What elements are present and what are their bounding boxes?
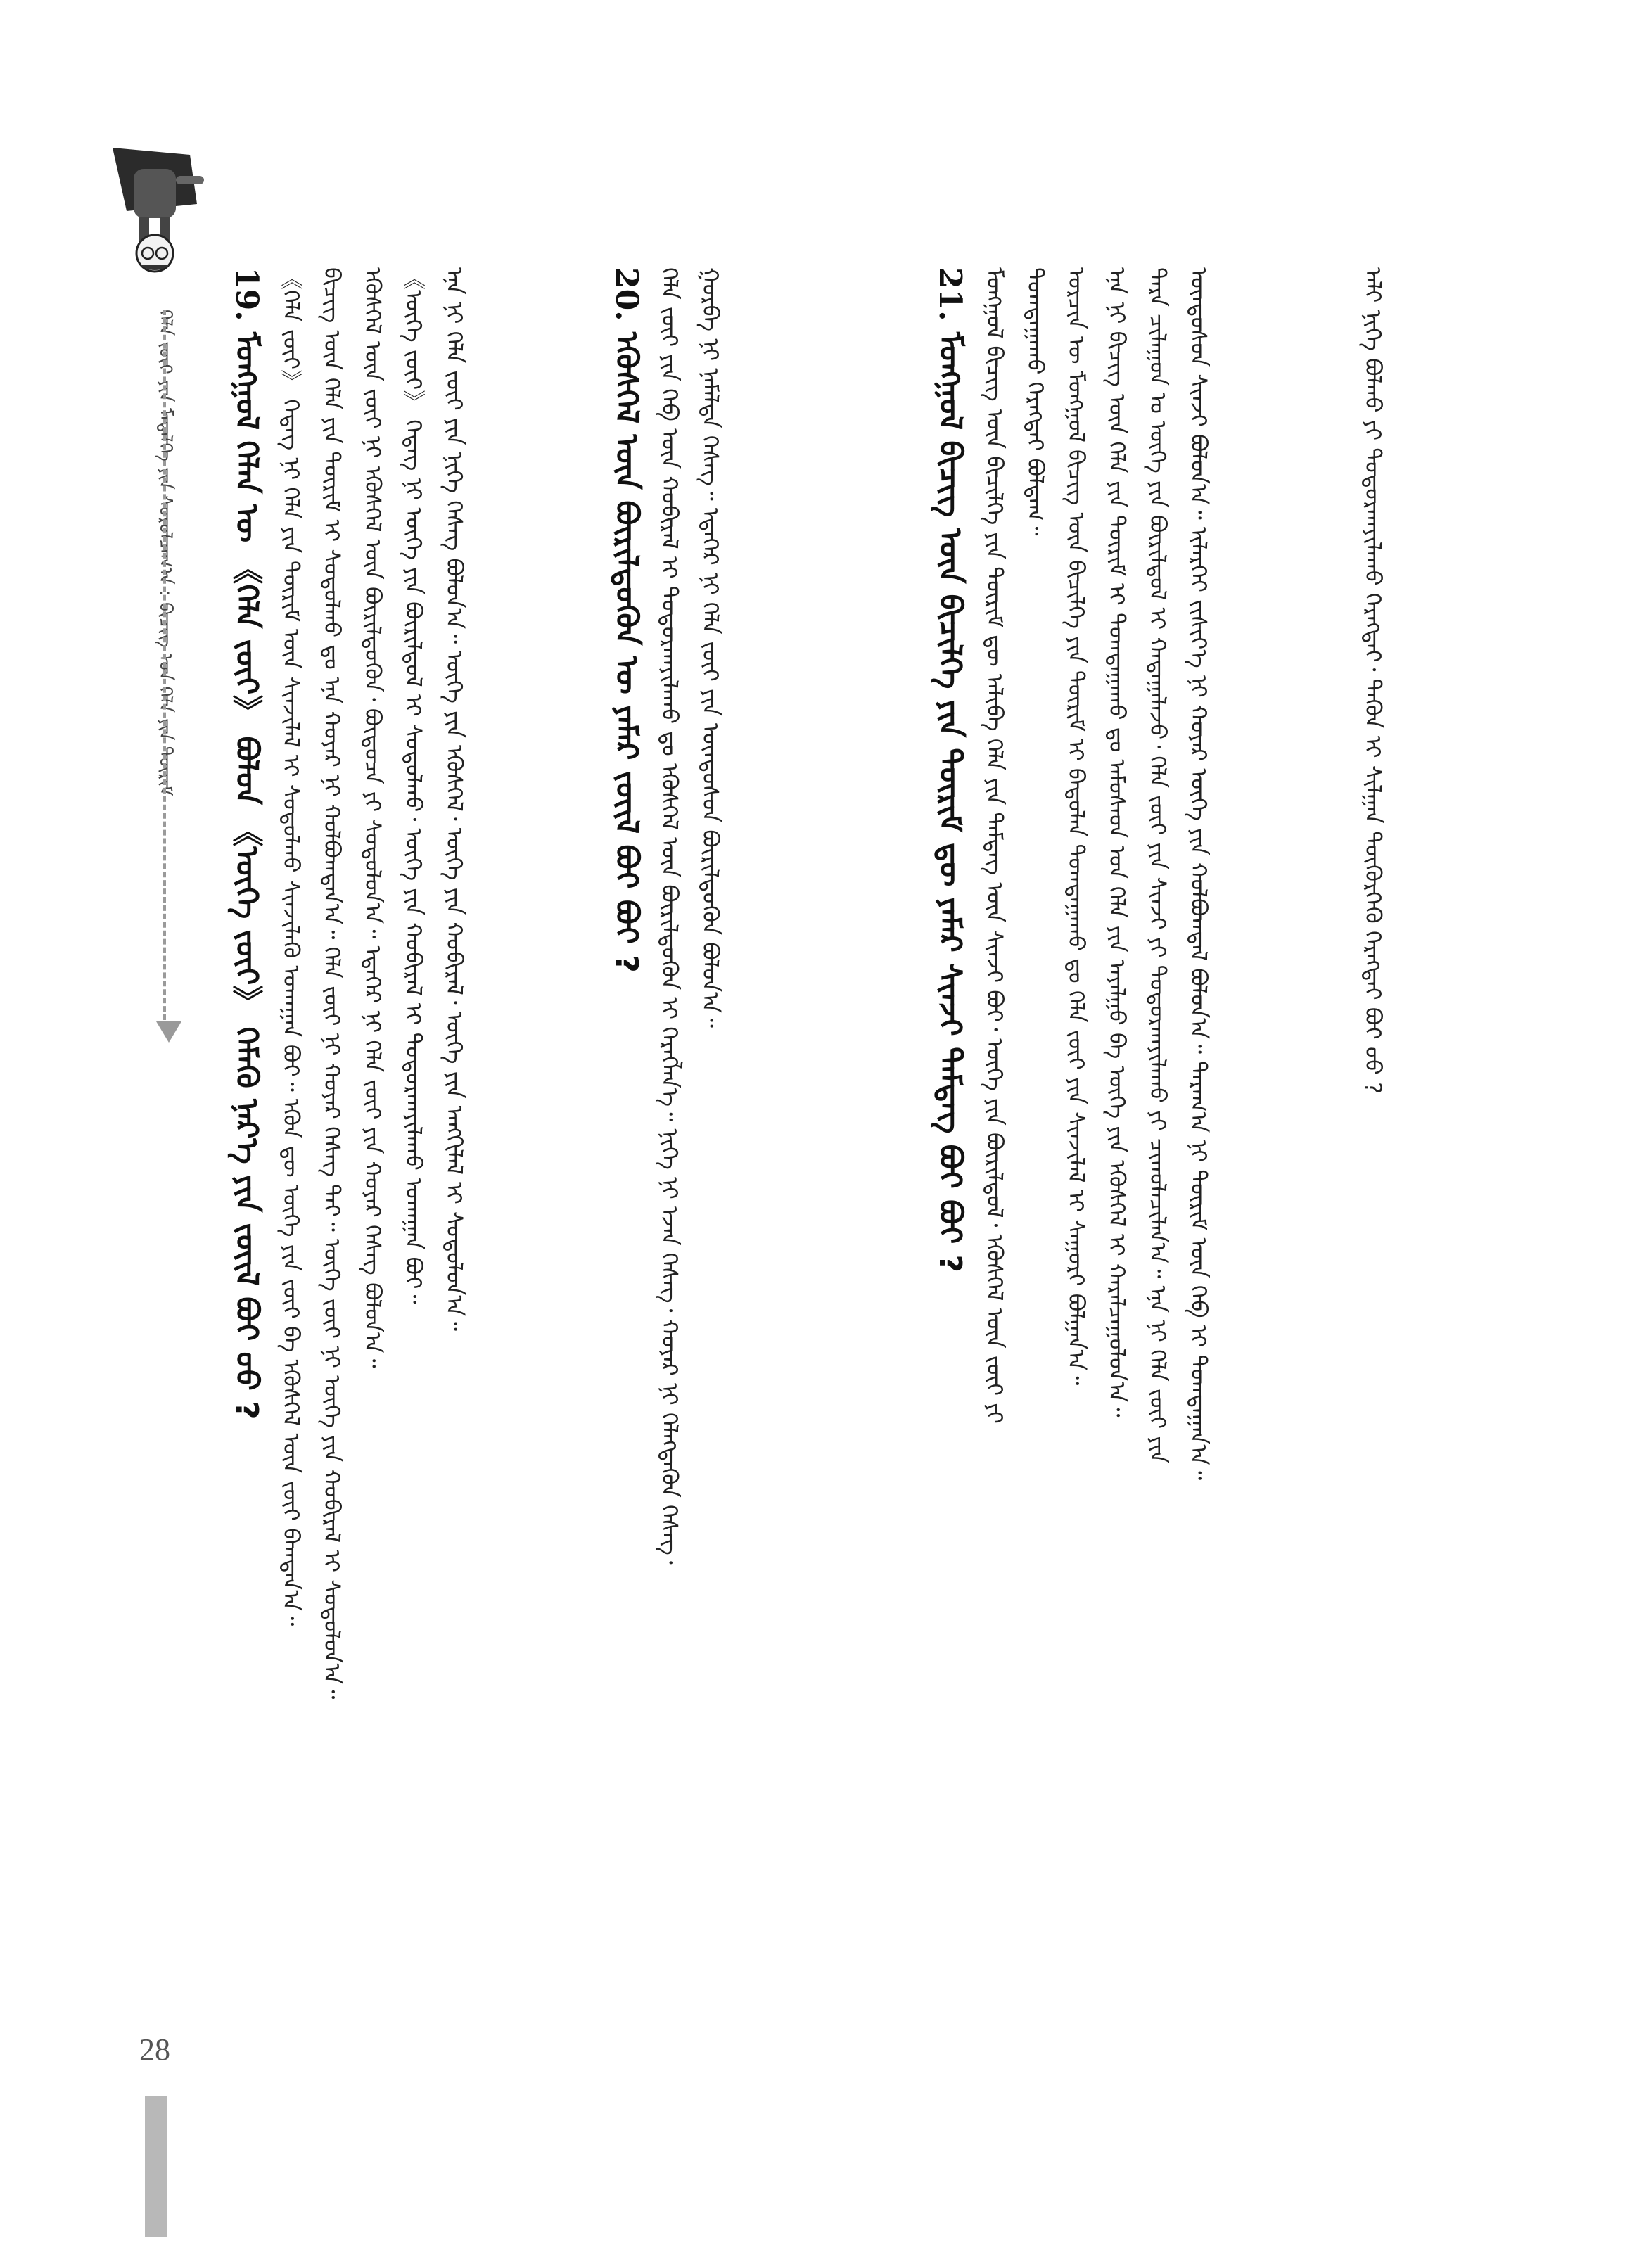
answer-line: ᠭᠤᠷᠪᠠ ᠨᠢ ᠨᠡᠮᠡᠯᠲᠡ ᠬᠡᠰᠡᠭ᠃ ᠡᠳᠡᠭᠡᠷ ᠨᠢ ᠬᠡᠯᠡ ᠵᠦᠢ ᠶᠢᠨ ᠦᠨᠳᠦᠰᠦᠨ ᠪᠦᠷᠢᠯᠳᠦᠭᠦᠨ ᠪᠣᠯᠤᠨ᠎ᠠ᠃ [697,267,724,1028]
answer-line: ᠣᠷᠴᠢᠨ ᠦ ᠮᠣᠩᠭᠣᠯ ᠪᠢᠴᠢᠭ᠌ ᠦᠨ ᠪᠢᠴᠢᠯᠭᠡ ᠶᠢᠨ ᠳᠦᠷᠢᠮ ᠢ ᠪᠠᠳᠤᠯᠠᠨ ᠲᠣᠭᠲᠠᠭᠠᠬᠤ ᠳᠤ ᠬᠡᠯᠡ ᠵᠦᠢ ᠶᠢᠨ ᠰᠢᠨᠵᠢᠯᠡᠯ ᠢ ᠰᠠᠭᠤᠷᠢ ᠪᠣᠯᠭᠠᠨ᠎ᠠ᠃ [1063,267,1090,1386]
question-text: ᠡᠭᠦᠰᠬᠡᠯ ᠦᠨ ᠪᠦᠷᠢᠯᠳᠦᠭᠦᠨ ᠦ ᠶᠠᠮᠠᠷ ᠵᠦᠢᠯ ᠪᠤᠢ ᠪᠤᠢ ? [608,331,644,973]
question-text: ᠮᠣᠩᠭᠣᠯ ᠪᠢᠴᠢᠭ᠌ ᠦᠨ ᠪᠢᠴᠢᠯᠭᠡ ᠶᠢᠨ ᠳᠦᠷᠢᠮ ᠳᠦ ᠶᠠᠮᠠᠷ ᠰᠢᠨᠵᠢ ᠲᠡᠮᠳᠡᠭ ᠪᠤᠢ ᠪᠤᠢ ? [932,331,968,1273]
page-edge-bar [145,2096,167,2237]
question-21 [930,267,969,1885]
answer-line: 《ᠬᠡᠯᠡ ᠵᠦᠢ》 ᠭᠡᠳᠡᠭ ᠨᠢ ᠬᠡᠯᠡ ᠶᠢᠨ ᠳᠦᠷᠢᠮ ᠦᠨ ᠰᠢᠨᠵᠢᠯᠡᠯ ᠢ ᠰᠤᠳᠤᠯᠬᠤ ᠰᠢᠨᠵᠢᠯᠡᠬᠦ ᠤᠬᠠᠭᠠᠨ ᠪᠤᠢ᠃ ᠡᠭᠦᠨ ᠳᠦ ᠦᠭᠡ ᠶᠢᠨ ᠵᠦᠢ ᠪᠠ ᠡᠭᠦᠰᠬᠡᠯ ᠦᠨ ᠵᠦᠢ ᠪᠠᠭᠳᠠᠨ᠎ᠠ᠃ [278,267,305,1626]
question-20 [606,267,646,1885]
answer-line: ᠲᠡᠷᠡ ᠴᠢᠯᠠᠭᠤᠨ ᠤ ᠦᠭᠡ ᠶᠢᠨ ᠪᠦᠷᠢᠯᠳᠦᠯ ᠢ ᠬᠠᠳᠠᠭᠠᠯᠠᠵᠤ᠂ ᠬᠡᠯᠡ ᠵᠦᠢ ᠶᠢᠨ ᠰᠢᠨᠵᠢ ᠶᠢ ᠲᠣᠳᠣᠷᠬᠠᠶᠢᠯᠠᠬᠤ ᠶᠢ ᠴᠢᠬᠤᠯᠠᠴᠢᠯᠠᠨ᠎ᠠ᠃ ᠡᠨᠡ ᠨᠢ ᠬᠡᠯᠡ ᠵᠦᠢ ᠶᠢᠨ [1145,267,1171,1464]
running-header: ᠬᠡᠯᠡ ᠵᠦᠢ ᠶᠢᠨ ᠮᠡᠳᠡᠯᠭᠡ ᠶᠢᠨ ᠰᠤᠷᠤᠯᠴᠠᠭ᠎ᠠ : ᠪᠢᠴᠢᠭ᠌ ᠤᠨ ᠬᠡᠯᠡ ᠶᠢᠨ ᠳᠦᠷᠢᠮ [155,310,176,796]
page-number: 28 [139,2032,170,2067]
question-number: 21. [932,267,968,321]
triangle-down-icon [156,1021,181,1043]
answer-line: ᠲᠣᠭᠲᠠᠭᠠᠬᠤ ᠬᠡᠷᠡᠭᠲᠡᠢ ᠪᠣᠯᠳᠠᠭ᠃ [1022,267,1049,536]
question-number: 20. [608,267,644,321]
flying-scholar-mascot-icon [84,127,225,281]
answer-line: ᠪᠢᠴᠢᠭ᠌ ᠦᠨ ᠬᠡᠯᠡ ᠶᠢᠨ ᠳᠦᠷᠢᠮ ᠢ ᠰᠤᠳᠤᠯᠬᠤ ᠳᠤ ᠡᠨᠡ ᠬᠣᠶᠠᠷ ᠨᠢ ᠬᠣᠯᠪᠣᠭᠳᠠᠨ᠎ᠠ᠃ ᠬᠡᠯᠡ ᠵᠦᠢ ᠨᠢ ᠬᠣᠶᠠᠷ ᠬᠡᠰᠡᠭ ᠲᠡᠢ᠃ ᠦᠭᠡ ᠵᠦᠢ ᠨᠢ ᠦᠭᠡ ᠶᠢᠨ ᠬᠤᠪᠢᠷᠠᠯ ᠢ ᠰᠤᠳᠤᠯᠤᠨ᠎ᠠ᠃ [319,267,345,1700]
intro-line: ᠠᠯᠢ ᠨᠢᠭᠡ ᠪᠣᠯᠬᠤ ᠶᠢ ᠲᠣᠳᠣᠷᠬᠠᠶᠢᠯᠠᠬᠤ ᠬᠡᠷᠡᠭᠲᠡᠢ᠂ ᠲᠡᠭᠦᠨ ᠢ ᠰᠢᠯᠭᠠᠨ ᠳᠦᠭᠦᠷᠭᠡᠬᠦ ᠬᠡᠷᠡᠭᠲᠡᠢ ᠪᠤᠢ ᠦᠦ ? [1360,267,1387,1095]
answer-line: 《ᠦᠭᠡ ᠵᠦᠢ》 ᠭᠡᠳᠡᠭ ᠨᠢ ᠦᠭᠡ ᠶᠢᠨ ᠪᠦᠷᠢᠯᠳᠦᠯ ᠢ ᠰᠤᠳᠤᠯᠬᠤ᠂ ᠦᠭᠡ ᠶᠢᠨ ᠬᠤᠪᠢᠷᠠᠯ ᠢ ᠲᠣᠳᠣᠷᠬᠠᠶᠢᠯᠠᠬᠤ ᠤᠬᠠᠭᠠᠨ ᠪᠤᠢ᠃ [400,267,427,1304]
answer-line: ᠮᠣᠩᠭᠣᠯ ᠪᠢᠴᠢᠭ᠌ ᠦᠨ ᠪᠢᠴᠢᠯᠭᠡ ᠶᠢᠨ ᠳᠦᠷᠢᠮ ᠳᠦ ᠠᠯᠢᠪᠠ ᠬᠡᠯᠡ ᠶᠢᠨ ᠲᠡᠮᠳᠡᠭ ᠦᠨ ᠰᠢᠨᠵᠢ ᠪᠤᠢ᠂ ᠦᠭᠡ ᠶᠢᠨ ᠪᠦᠷᠢᠯᠳᠦᠯ᠂ ᠡᠭᠦᠰᠬᠡᠯ ᠦᠨ ᠵᠦᠢ ᠶᠢ [981,267,1008,1424]
answer-line: ᠡᠨᠡ ᠨᠢ ᠪᠢᠴᠢᠭ᠌ ᠦᠨ ᠬᠡᠯᠡ ᠶᠢᠨ ᠳᠦᠷᠢᠮ ᠢ ᠲᠣᠭᠲᠠᠭᠠᠬᠤ ᠳᠤ ᠠᠮᠤᠰᠠᠳ ᠤᠨ ᠬᠡᠯᠡ ᠶᠢᠨ ᠠᠶᠠᠯᠭᠤ ᠪᠠ ᠦᠭᠡ ᠶᠢᠨ ᠡᠭᠦᠰᠬᠡᠯ ᠢ ᠬᠠᠷᠠᠯᠴᠠᠭᠤᠯᠤᠨ᠎ᠠ᠃ [1104,267,1130,1418]
question-text: ᠮᠣᠩᠭᠣᠯ ᠬᠡᠯᠡᠨ ᠦ 《ᠬᠡᠯᠡ ᠵᠦᠢ》 ᠪᠣᠯᠤᠨ 《ᠦᠭᠡ ᠵᠦᠢ》 ᠬᠡᠮᠡᠬᠦ ᠨᠡᠷ᠎ᠡ ᠶᠢᠨ ᠵᠦᠢᠯ ᠪᠤᠢ ᠦᠦ ? [229,331,265,1420]
question-19 [227,267,266,1885]
answer-line: ᠬᠡᠯᠡ ᠵᠦᠢ ᠶᠢᠨ ᠬᠡᠪ ᠦᠨ ᠬᠤᠪᠢᠷᠠᠯ ᠢ ᠲᠣᠳᠣᠷᠬᠠᠶᠢᠯᠠᠬᠤ ᠳᠤ ᠡᠭᠦᠰᠬᠡᠯ ᠦᠨ ᠪᠦᠷᠢᠯᠳᠦᠭᠦᠨ ᠢ ᠬᠡᠷᠡᠭᠯᠡᠨ᠎ᠡ᠃ ᠨᠢᠭᠡ ᠨᠢ ᠡᠵᠡᠨ ᠬᠡᠰᠡᠭ᠂ ᠬᠣᠶᠠᠷ ᠨᠢ ᠬᠡᠯᠡᠭᠳᠡᠬᠦᠨ ᠬᠡᠰᠡᠭ᠂ [656,267,683,1565]
dashed-guide-line [163,310,166,1020]
answer-line: ᠦᠨᠳᠦᠰᠦᠨ ᠰᠢᠨᠵᠢ ᠪᠣᠯᠤᠨ᠎ᠠ᠃ ᠢᠯᠡᠷᠬᠡᠢ ᠵᠢᠱᠢᠶ᠎ᠡ ᠨᠢ ᠬᠣᠶᠠᠷ ᠦᠭᠡ ᠶᠢᠨ ᠬᠣᠯᠪᠣᠭᠳᠠᠯ ᠪᠣᠯᠤᠨ᠎ᠠ᠃ ᠳᠠᠷᠠᠭ᠎ᠠ ᠨᠢ ᠳᠦᠷᠢᠮ ᠦᠨ ᠬᠡᠪ ᠢ ᠲᠣᠭᠲᠠᠭᠠᠨ᠎ᠠ᠃ [1185,267,1212,1480]
answer-line: ᠡᠭᠦᠰᠬᠡᠯ ᠦᠨ ᠵᠦᠢ ᠨᠢ ᠡᠭᠦᠰᠬᠡᠯ ᠦᠨ ᠪᠦᠷᠢᠯᠳᠦᠭᠦᠨ᠂ ᠪᠦᠲᠦᠴᠡ ᠶᠢ ᠰᠤᠳᠤᠯᠤᠨ᠎ᠠ᠃ ᠡᠳᠡᠭᠡᠷ ᠨᠢ ᠬᠡᠯᠡ ᠵᠦᠢ ᠶᠢᠨ ᠬᠣᠶᠠᠷ ᠬᠡᠰᠡᠭ ᠪᠣᠯᠤᠨ᠎ᠠ᠃ [359,267,386,1368]
question-number: 19. [229,267,265,321]
answer-line: ᠡᠨᠡ ᠨᠢ ᠬᠡᠯᠡ ᠵᠦᠢ ᠶᠢᠨ ᠨᠢᠭᠡ ᠬᠡᠰᠡᠭ ᠪᠣᠯᠤᠨ᠎ᠠ᠃ ᠦᠭᠡ ᠶᠢᠨ ᠡᠭᠦᠰᠬᠡᠯ᠂ ᠦᠭᠡ ᠶᠢᠨ ᠬᠤᠪᠢᠷᠠᠯ᠂ ᠦᠭᠡ ᠶᠢᠨ ᠠᠩᠭᠢᠯᠠᠯ ᠢ ᠰᠤᠳᠤᠯᠤᠨ᠎ᠠ᠃ [441,267,468,1331]
